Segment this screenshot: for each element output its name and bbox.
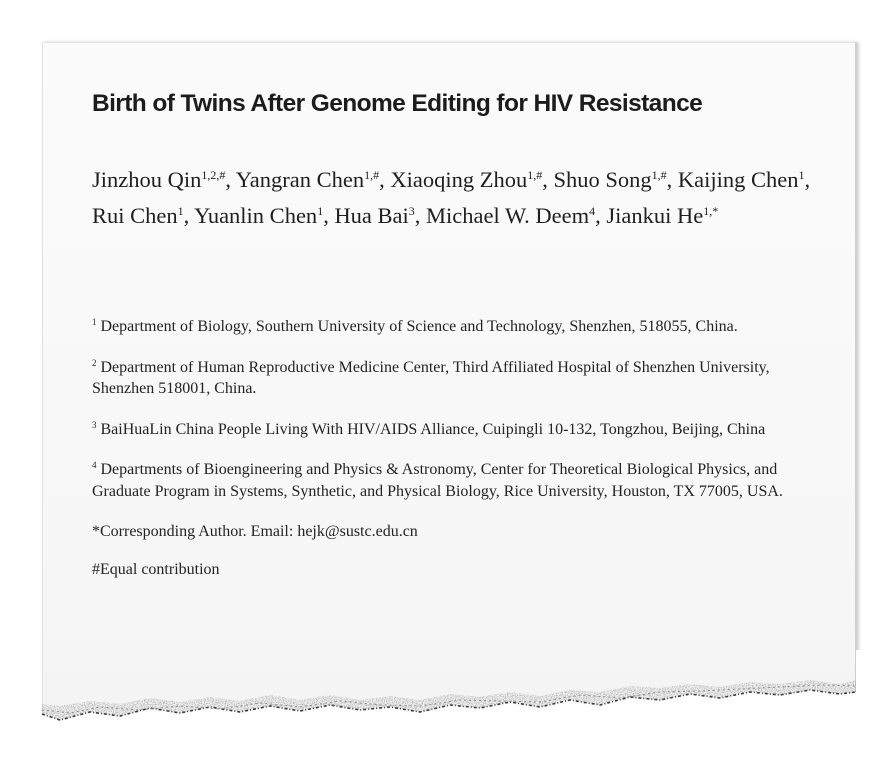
affiliation-item [92,419,812,441]
author-affiliation-marker: 1,# [364,168,380,182]
author-separator: , [379,167,391,192]
affiliation-text: Department of Biology, Southern University of Science and Technology, Shenzhen, 518055, China. [100,318,738,335]
affiliation-number: 4 [92,460,97,470]
affiliation-text: Department of Human Reproductive Medicine Center, Third Affiliated Hospital of Shenzhen University, Shenzhen 518001, China. [92,358,770,397]
equal-contribution-note: #Equal contribution [92,560,220,578]
author-separator: , [595,203,607,228]
affiliation-item [92,316,812,338]
affiliation-item [92,459,812,502]
author-affiliation-marker: 1,* [703,204,719,218]
author-separator: , [542,167,554,192]
author-affiliation-marker: 1,# [527,168,543,182]
author [334,203,426,228]
author-affiliation-marker: 3 [408,204,415,218]
author [194,203,334,228]
affiliation-text: Departments of Bioengineering and Physics & Astronomy, Center for Theoretical Biological Physics, and Graduate Program in Systems, Synthetic, and Physical Biology, Rice University, Houston, TX 77005, USA. [92,461,783,500]
author-name: Yangran Chen [235,167,365,192]
author-affiliation-marker: 1 [177,204,184,218]
affiliation-list [92,316,812,596]
author [606,203,718,228]
author [678,167,810,192]
author [554,167,678,192]
author [92,167,236,192]
author [390,167,553,192]
author-name: Jinzhou Qin [92,167,202,192]
author [92,203,194,228]
affiliation-number: 3 [92,419,97,430]
corresponding-author-note: *Corresponding Author. Email: hejk@sustc.edu.cn [92,523,418,540]
author-name: Michael W. Deem [426,203,590,228]
author-name: Yuanlin Chen [194,203,318,228]
author-separator: , [804,167,811,192]
affiliation-text: BaiHuaLin China People Living With HIV/AIDS Alliance, Cuipingli 10-132, Tongzhou, Beijing, China [100,420,766,438]
author-separator: , [225,167,236,192]
author-affiliation-marker: 1,2,# [201,168,226,182]
author-name: Xiaoqing Zhou [390,167,528,192]
author-affiliation-marker: 1 [317,204,324,218]
author-name: Hua Bai [334,203,409,228]
author-name: Rui Chen [92,203,178,228]
author-separator: , [666,167,678,192]
author-separator: , [183,203,195,228]
author-list [92,162,812,234]
paper-title: Birth of Twins After Genome Editing for HIV Resistance [92,90,703,117]
author-affiliation-marker: 1 [798,168,805,182]
torn-paper-edge [0,650,890,778]
author-affiliation-marker: 4 [589,204,596,218]
author-separator: , [414,203,427,228]
author-affiliation-marker: 1,# [651,168,667,182]
affiliation-item [92,357,812,400]
affiliation-number: 2 [92,357,97,368]
author [236,167,391,192]
author-name: Shuo Song [553,167,652,192]
author-name: Jiankui He [606,203,704,228]
author [426,203,606,228]
author-name: Kaijing Chen [677,167,799,192]
affiliation-number: 1 [92,317,97,327]
author-separator: , [323,203,335,228]
